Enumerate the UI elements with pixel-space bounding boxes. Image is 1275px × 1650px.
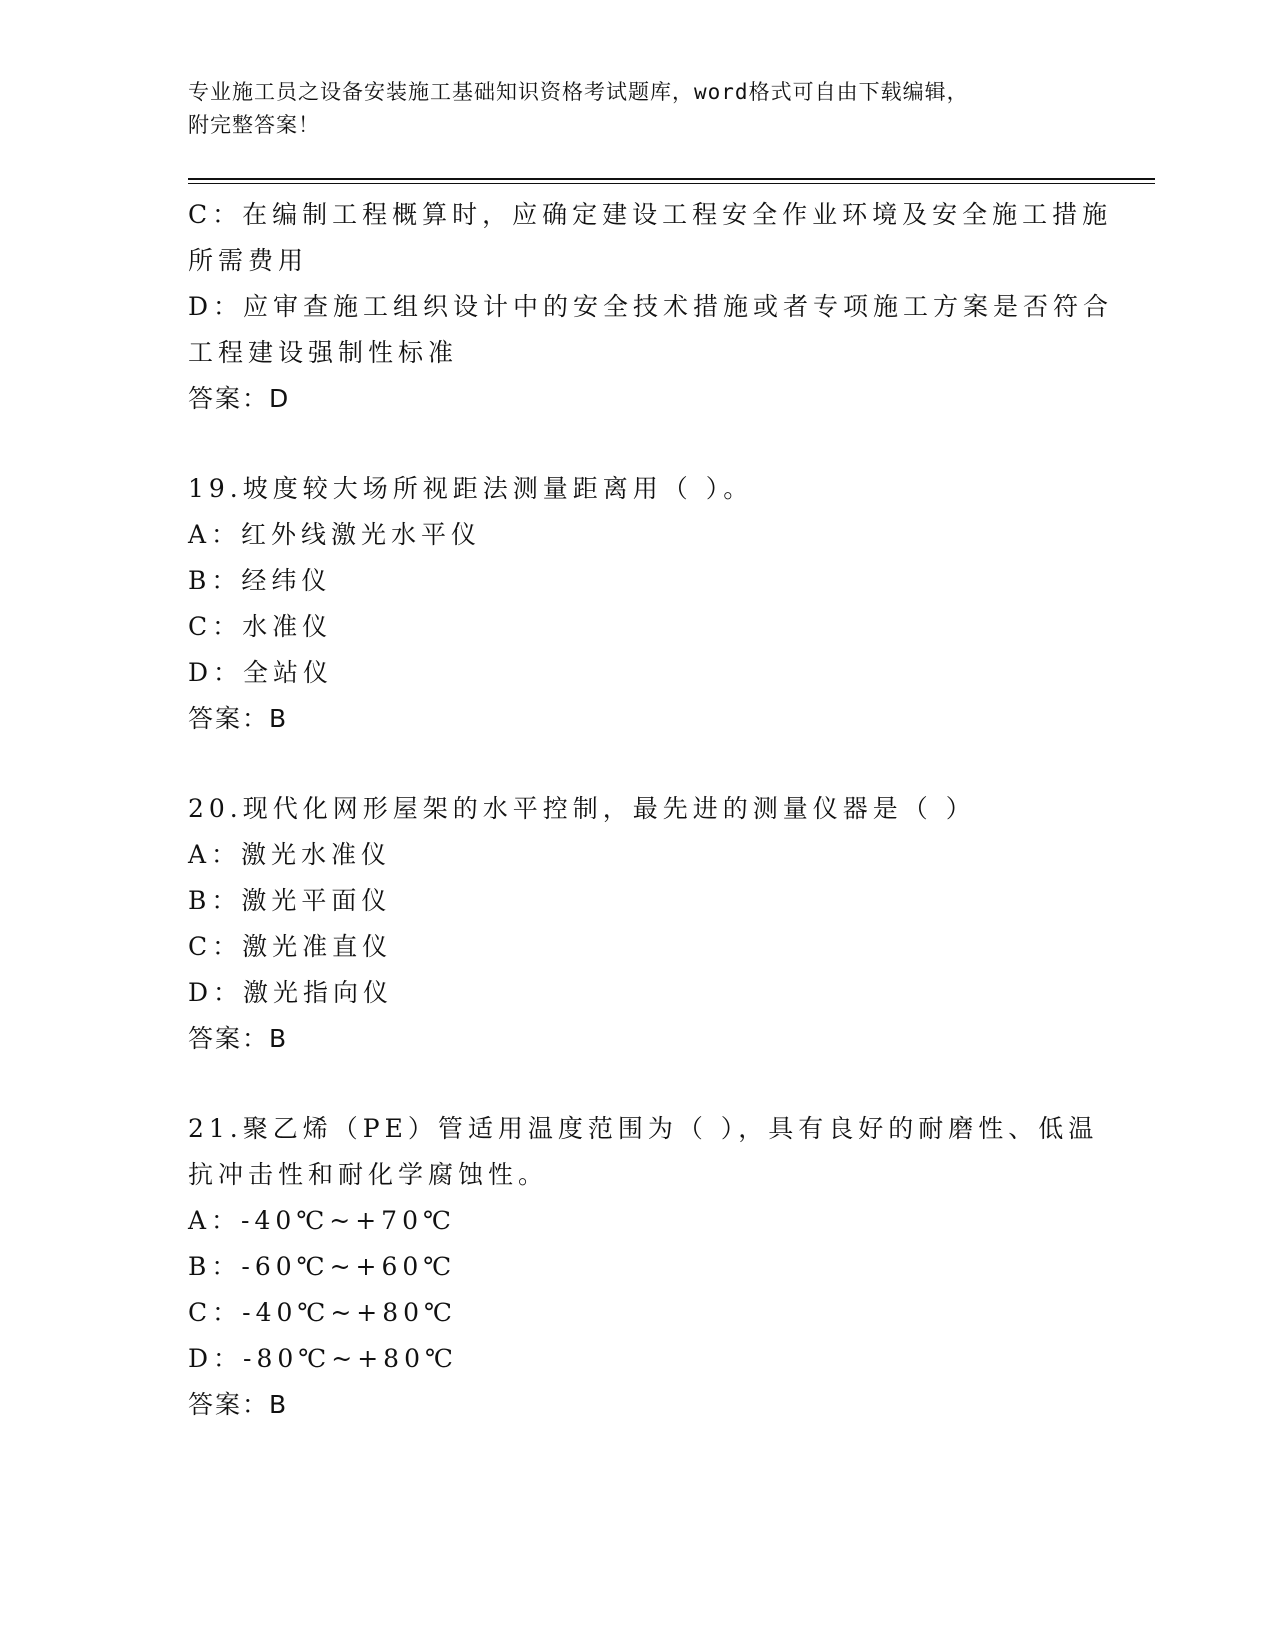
question-spacer — [188, 1062, 1088, 1106]
question-21-block — [188, 1106, 1099, 1428]
option-b: B：激光平面仪 — [188, 886, 392, 915]
answer-text: 答案：B — [188, 704, 289, 733]
question-18-block — [188, 192, 1114, 422]
option-c: C：激光准直仪 — [188, 932, 393, 961]
question-text-line-2: 抗冲击性和耐化学腐蚀性。 — [188, 1160, 549, 1189]
option-c: C：-40℃~+80℃ — [188, 1298, 458, 1327]
header-subtitle-line: 附完整答案！ — [188, 113, 320, 137]
answer-text: 答案：B — [188, 1390, 289, 1419]
option-a: A：-40℃~+70℃ — [188, 1206, 456, 1235]
option-b: B：-60℃~+60℃ — [188, 1252, 457, 1281]
option-d: D：-80℃~+80℃ — [188, 1344, 458, 1373]
question-20-block — [188, 786, 1088, 1062]
answer-text: 答案：D — [188, 384, 291, 413]
option-c-line-1: C：在编制工程概算时，应确定建设工程安全作业环境及安全施工措施 — [188, 200, 1113, 229]
question-text: 19.坡度较大场所视距法测量距离用（ ）。 — [188, 474, 754, 503]
question-text-line-1: 21.聚乙烯（PE）管适用温度范围为（ ），具有良好的耐磨性、低温 — [188, 1114, 1099, 1143]
option-b: B：经纬仪 — [188, 566, 332, 595]
option-d: D：全站仪 — [188, 658, 334, 687]
option-d-line-1: D：应审查施工组织设计中的安全技术措施或者专项施工方案是否符合 — [188, 292, 1114, 321]
option-c: C：水准仪 — [188, 612, 333, 641]
option-a: A：红外线激光水平仪 — [188, 520, 482, 549]
document-header — [188, 76, 1068, 142]
option-c-line-2: 所需费用 — [188, 246, 309, 275]
answer-text: 答案：B — [188, 1024, 289, 1053]
option-a: A：激光水准仪 — [188, 840, 392, 869]
header-title-line: 专业施工员之设备安装施工基础知识资格考试题库，word格式可自由下载编辑， — [188, 80, 969, 104]
question-spacer — [188, 422, 1088, 466]
header-divider — [188, 178, 1155, 180]
header-divider-thin — [188, 183, 1155, 184]
option-d-line-2: 工程建设强制性标准 — [188, 338, 459, 367]
question-text: 20.现代化网形屋架的水平控制，最先进的测量仪器是（ ） — [188, 794, 976, 823]
question-list — [188, 192, 1114, 1428]
option-d: D：激光指向仪 — [188, 978, 394, 1007]
question-19-block — [188, 466, 1088, 742]
question-spacer — [188, 742, 1088, 786]
